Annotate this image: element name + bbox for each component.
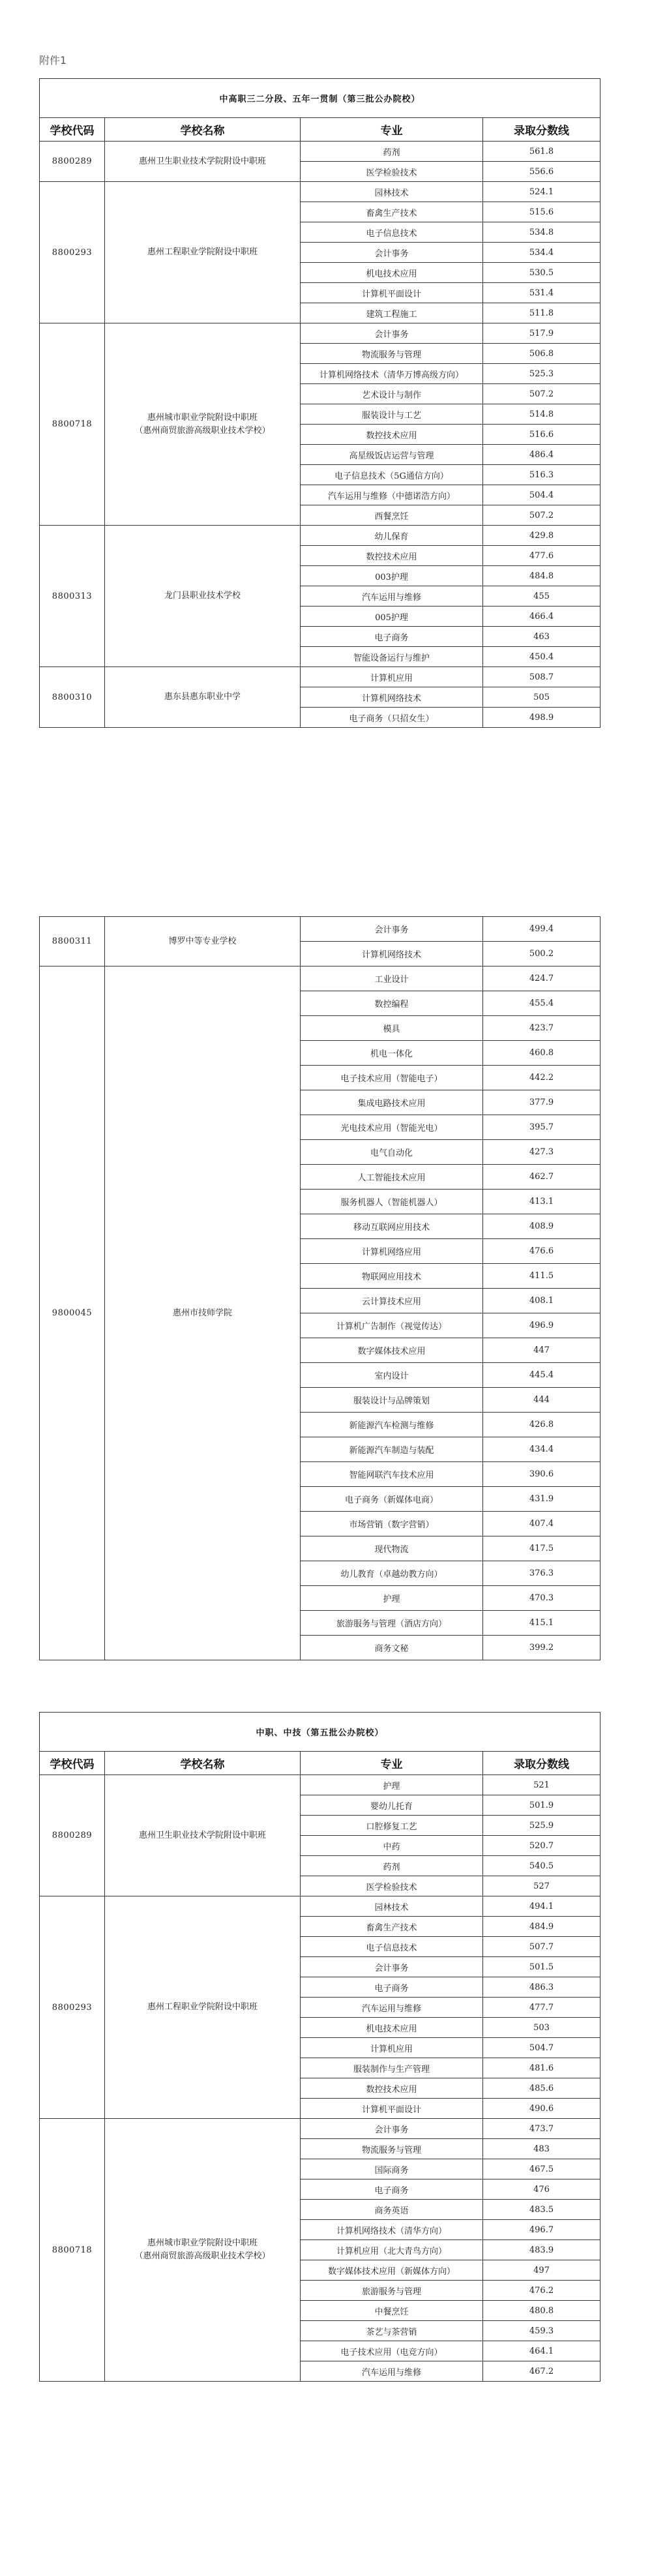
column-header-code: 学校代码 — [40, 1752, 105, 1775]
major-name: 数字媒体技术应用（新媒体方向） — [301, 2260, 483, 2281]
admission-score: 516.6 — [483, 425, 600, 445]
admission-score: 377.9 — [483, 1090, 600, 1115]
major-name: 护理 — [301, 1775, 483, 1795]
major-name: 现代物流 — [301, 1536, 483, 1561]
admission-score: 417.5 — [483, 1536, 600, 1561]
admission-score: 494.1 — [483, 1896, 600, 1917]
admission-score: 507.2 — [483, 505, 600, 526]
major-name: 幼儿保育 — [301, 526, 483, 546]
major-name: 茶艺与茶营销 — [301, 2321, 483, 2341]
major-name: 中药 — [301, 1836, 483, 1856]
admission-score: 466.4 — [483, 607, 600, 627]
major-name: 中餐烹饪 — [301, 2301, 483, 2321]
major-name: 数字媒体技术应用 — [301, 1338, 483, 1363]
admission-score: 485.6 — [483, 2078, 600, 2099]
school-code: 8800310 — [40, 667, 105, 728]
major-name: 建筑工程施工 — [301, 303, 483, 323]
major-name: 005护理 — [301, 607, 483, 627]
admission-score: 477.6 — [483, 546, 600, 566]
table-third-batch — [39, 78, 600, 728]
school-name — [105, 667, 301, 728]
admission-score: 467.2 — [483, 2361, 600, 2382]
admission-score: 515.6 — [483, 202, 600, 222]
major-name: 畜禽生产技术 — [301, 202, 483, 222]
major-name: 旅游服务与管理（酒店方向） — [301, 1611, 483, 1636]
admission-score: 540.5 — [483, 1856, 600, 1876]
admission-score: 505 — [483, 687, 600, 708]
admission-score: 534.8 — [483, 222, 600, 243]
major-name: 口腔修复工艺 — [301, 1816, 483, 1836]
admission-score: 490.6 — [483, 2099, 600, 2119]
school-name-line: 惠州卫生职业技术学院附设中职班 — [138, 1830, 266, 1840]
major-name: 计算机网络技术 — [301, 942, 483, 966]
major-name: 护理 — [301, 1586, 483, 1611]
admission-score: 556.6 — [483, 162, 600, 182]
admission-score: 473.7 — [483, 2119, 600, 2139]
major-name: 高星级饭店运营与管理 — [301, 445, 483, 465]
admission-score: 467.5 — [483, 2159, 600, 2179]
school-name — [105, 1896, 301, 2119]
major-name: 计算机广告制作（视觉传达） — [301, 1313, 483, 1338]
admission-score: 450.4 — [483, 647, 600, 667]
school-name-line: 惠州城市职业学院附设中职班 — [147, 2238, 258, 2248]
table-row — [40, 323, 600, 344]
admission-score: 470.3 — [483, 1586, 600, 1611]
admission-score: 445.4 — [483, 1363, 600, 1388]
major-name: 计算机网络应用 — [301, 1239, 483, 1264]
admission-score: 442.2 — [483, 1066, 600, 1090]
table-row — [40, 966, 600, 991]
admission-score: 427.3 — [483, 1140, 600, 1165]
major-name: 云计算技术应用 — [301, 1289, 483, 1313]
major-name: 市场营销（数字营销） — [301, 1512, 483, 1536]
admission-score: 498.9 — [483, 708, 600, 728]
school-name-line: 惠州卫生职业技术学院附设中职班 — [138, 156, 266, 166]
major-name: 光电技术应用（智能光电） — [301, 1115, 483, 1140]
major-name: 服装设计与工艺 — [301, 404, 483, 425]
admission-score: 426.8 — [483, 1413, 600, 1437]
major-name: 会计事务 — [301, 243, 483, 263]
admission-score: 501.9 — [483, 1795, 600, 1816]
major-name: 计算机应用 — [301, 667, 483, 687]
major-name: 智能设备运行与维护 — [301, 647, 483, 667]
major-name: 计算机网络技术（清华方向） — [301, 2220, 483, 2240]
admission-score: 415.1 — [483, 1611, 600, 1636]
major-name: 国际商务 — [301, 2159, 483, 2179]
column-header-major: 专业 — [301, 1752, 483, 1775]
major-name: 电子技术应用（电竞方向） — [301, 2341, 483, 2361]
school-name-line: 惠州城市职业学院附设中职班 — [147, 412, 258, 423]
major-name: 会计事务 — [301, 1957, 483, 1977]
admission-score: 483.5 — [483, 2200, 600, 2220]
admission-score: 455.4 — [483, 991, 600, 1016]
major-name: 数控技术应用 — [301, 2078, 483, 2099]
major-name: 畜禽生产技术 — [301, 1917, 483, 1937]
major-name: 003护理 — [301, 566, 483, 586]
school-name-line: （惠州商贸旅游高级职业技术学校） — [134, 2251, 271, 2261]
school-code: 8800293 — [40, 182, 105, 323]
admission-score: 376.3 — [483, 1561, 600, 1586]
header-row — [40, 118, 600, 142]
admission-score: 521 — [483, 1775, 600, 1795]
admission-score: 525.3 — [483, 364, 600, 384]
admission-score: 516.3 — [483, 465, 600, 485]
school-code: 8800718 — [40, 323, 105, 526]
school-code: 9800045 — [40, 966, 105, 1660]
major-name: 医学检验技术 — [301, 1876, 483, 1896]
school-code: 8800289 — [40, 1775, 105, 1896]
admission-score: 464.1 — [483, 2341, 600, 2361]
major-name: 园林技术 — [301, 182, 483, 202]
major-name: 汽车运用与维修 — [301, 2361, 483, 2382]
column-header-score: 录取分数线 — [483, 1752, 600, 1775]
school-name — [105, 1775, 301, 1896]
major-name: 商务文秘 — [301, 1636, 483, 1660]
school-name — [105, 917, 301, 966]
major-name: 会计事务 — [301, 2119, 483, 2139]
admission-score: 431.9 — [483, 1487, 600, 1512]
admission-score: 500.2 — [483, 942, 600, 966]
section-title: 中职、中技（第五批公办院校） — [40, 1713, 600, 1752]
admission-score: 399.2 — [483, 1636, 600, 1660]
admission-score: 424.7 — [483, 966, 600, 991]
major-name: 电子商务（只招女生） — [301, 708, 483, 728]
major-name: 数控技术应用 — [301, 546, 483, 566]
admission-score: 507.7 — [483, 1937, 600, 1957]
admission-score: 407.4 — [483, 1512, 600, 1536]
column-header-score: 录取分数线 — [483, 118, 600, 142]
major-name: 婴幼儿托育 — [301, 1795, 483, 1816]
admission-score: 496.9 — [483, 1313, 600, 1338]
major-name: 艺术设计与制作 — [301, 384, 483, 404]
admission-score: 499.4 — [483, 917, 600, 942]
school-name — [105, 966, 301, 1660]
major-name: 工业设计 — [301, 966, 483, 991]
major-name: 电子技术应用（智能电子） — [301, 1066, 483, 1090]
major-name: 机电一体化 — [301, 1041, 483, 1066]
admission-score: 408.1 — [483, 1289, 600, 1313]
major-name: 新能源汽车制造与装配 — [301, 1437, 483, 1462]
admission-score: 476.2 — [483, 2281, 600, 2301]
admission-score: 483.9 — [483, 2240, 600, 2260]
major-name: 模具 — [301, 1016, 483, 1041]
major-name: 电子信息技术 — [301, 222, 483, 243]
major-name: 集成电路技术应用 — [301, 1090, 483, 1115]
school-code: 8800293 — [40, 1896, 105, 2119]
admission-score: 395.7 — [483, 1115, 600, 1140]
table-row — [40, 1896, 600, 1917]
admission-score: 496.7 — [483, 2220, 600, 2240]
admission-score: 504.4 — [483, 485, 600, 505]
major-name: 计算机网络技术（清华万博高级方向） — [301, 364, 483, 384]
admission-score: 460.8 — [483, 1041, 600, 1066]
major-name: 电子商务 — [301, 2179, 483, 2200]
admission-score: 507.2 — [483, 384, 600, 404]
major-name: 服装制作与生产管理 — [301, 2058, 483, 2078]
major-name: 物流服务与管理 — [301, 2139, 483, 2159]
major-name: 移动互联网应用技术 — [301, 1214, 483, 1239]
major-name: 电子信息技术 — [301, 1937, 483, 1957]
table-row — [40, 182, 600, 202]
section-title: 中高职三二分段、五年一贯制（第三批公办院校） — [40, 79, 600, 118]
major-name: 计算机平面设计 — [301, 2099, 483, 2119]
admission-score: 524.1 — [483, 182, 600, 202]
major-name: 计算机应用 — [301, 2038, 483, 2058]
major-name: 电子商务 — [301, 627, 483, 647]
column-header-code: 学校代码 — [40, 118, 105, 142]
admission-score: 459.3 — [483, 2321, 600, 2341]
admission-score: 503 — [483, 2018, 600, 2038]
school-code: 8800311 — [40, 917, 105, 966]
column-header-major: 专业 — [301, 118, 483, 142]
school-name-line: 龙门县职业技术学校 — [164, 591, 241, 601]
admission-score: 477.7 — [483, 1998, 600, 2018]
major-name: 机电技术应用 — [301, 2018, 483, 2038]
major-name: 西餐烹饪 — [301, 505, 483, 526]
school-name-line: 惠州市技师学院 — [172, 1308, 232, 1318]
title-row — [40, 79, 600, 118]
major-name: 会计事务 — [301, 917, 483, 942]
school-name — [105, 323, 301, 526]
school-name-line: 惠州工程职业学院附设中职班 — [147, 2002, 258, 2012]
admission-score: 486.3 — [483, 1977, 600, 1998]
admission-score: 520.7 — [483, 1836, 600, 1856]
major-name: 会计事务 — [301, 323, 483, 344]
admission-score: 444 — [483, 1388, 600, 1413]
major-name: 物联网应用技术 — [301, 1264, 483, 1289]
admission-score: 506.8 — [483, 344, 600, 364]
major-name: 新能源汽车检测与维修 — [301, 1413, 483, 1437]
admission-score: 390.6 — [483, 1462, 600, 1487]
school-name-line: 惠州工程职业学院附设中职班 — [147, 247, 258, 257]
admission-score: 480.8 — [483, 2301, 600, 2321]
major-name: 电子商务 — [301, 1977, 483, 1998]
major-name: 智能网联汽车技术应用 — [301, 1462, 483, 1487]
major-name: 计算机网络技术 — [301, 687, 483, 708]
admission-score: 514.8 — [483, 404, 600, 425]
major-name: 幼儿教育（卓越幼教方向） — [301, 1561, 483, 1586]
header-row — [40, 1752, 600, 1775]
admission-score: 481.6 — [483, 2058, 600, 2078]
major-name: 医学检验技术 — [301, 162, 483, 182]
attachment-label: 附件1 — [39, 54, 67, 67]
school-name-line: 博罗中等专业学校 — [168, 936, 237, 946]
admission-score: 511.8 — [483, 303, 600, 323]
major-name: 汽车运用与维修 — [301, 1998, 483, 2018]
school-name — [105, 526, 301, 667]
major-name: 园林技术 — [301, 1896, 483, 1917]
school-name-line: 惠东县惠东职业中学 — [164, 692, 241, 702]
admission-score: 504.7 — [483, 2038, 600, 2058]
table-row — [40, 142, 600, 162]
major-name: 数控编程 — [301, 991, 483, 1016]
major-name: 电气自动化 — [301, 1140, 483, 1165]
admission-score: 447 — [483, 1338, 600, 1363]
school-code: 8800313 — [40, 526, 105, 667]
major-name: 人工智能技术应用 — [301, 1165, 483, 1190]
title-row — [40, 1713, 600, 1752]
major-name: 服务机器人（智能机器人） — [301, 1190, 483, 1214]
admission-score: 486.4 — [483, 445, 600, 465]
school-name — [105, 182, 301, 323]
admission-score: 408.9 — [483, 1214, 600, 1239]
admission-score: 534.4 — [483, 243, 600, 263]
major-name: 汽车运用与维修（中德诺浩方向） — [301, 485, 483, 505]
table-fifth-batch — [39, 1712, 600, 2382]
admission-score: 517.9 — [483, 323, 600, 344]
admission-score: 463 — [483, 627, 600, 647]
school-code: 8800718 — [40, 2119, 105, 2382]
admission-score: 531.4 — [483, 283, 600, 303]
major-name: 服装设计与品牌策划 — [301, 1388, 483, 1413]
admission-score: 429.8 — [483, 526, 600, 546]
major-name: 电子信息技术（5G通信方向） — [301, 465, 483, 485]
column-header-school: 学校名称 — [105, 1752, 301, 1775]
admission-score: 413.1 — [483, 1190, 600, 1214]
major-name: 数控技术应用 — [301, 425, 483, 445]
major-name: 计算机应用（北大青鸟方向） — [301, 2240, 483, 2260]
major-name: 机电技术应用 — [301, 263, 483, 283]
table-row — [40, 526, 600, 546]
school-name — [105, 2119, 301, 2382]
school-name-line: （惠州商贸旅游高级职业技术学校） — [134, 425, 271, 436]
admission-score: 423.7 — [483, 1016, 600, 1041]
major-name: 药剂 — [301, 1856, 483, 1876]
admission-score: 508.7 — [483, 667, 600, 687]
admission-score: 455 — [483, 586, 600, 607]
major-name: 商务英语 — [301, 2200, 483, 2220]
admission-score: 530.5 — [483, 263, 600, 283]
admission-score: 476.6 — [483, 1239, 600, 1264]
major-name: 汽车运用与维修 — [301, 586, 483, 607]
admission-score: 476 — [483, 2179, 600, 2200]
school-name — [105, 142, 301, 182]
major-name: 计算机平面设计 — [301, 283, 483, 303]
admission-score: 484.8 — [483, 566, 600, 586]
admission-score: 497 — [483, 2260, 600, 2281]
admission-score: 525.9 — [483, 1816, 600, 1836]
major-name: 电子商务（新媒体电商） — [301, 1487, 483, 1512]
table-row — [40, 2119, 600, 2139]
admission-score: 483 — [483, 2139, 600, 2159]
admission-score: 561.8 — [483, 142, 600, 162]
major-name: 室内设计 — [301, 1363, 483, 1388]
admission-score: 484.9 — [483, 1917, 600, 1937]
table-row — [40, 667, 600, 687]
major-name: 药剂 — [301, 142, 483, 162]
column-header-school: 学校名称 — [105, 118, 301, 142]
school-code: 8800289 — [40, 142, 105, 182]
admission-score: 434.4 — [483, 1437, 600, 1462]
major-name: 物流服务与管理 — [301, 344, 483, 364]
table-row — [40, 1775, 600, 1795]
admission-score: 462.7 — [483, 1165, 600, 1190]
table-third-batch-continued — [39, 916, 600, 1660]
admission-score: 527 — [483, 1876, 600, 1896]
admission-score: 411.5 — [483, 1264, 600, 1289]
table-row — [40, 917, 600, 942]
major-name: 旅游服务与管理 — [301, 2281, 483, 2301]
admission-score: 501.5 — [483, 1957, 600, 1977]
